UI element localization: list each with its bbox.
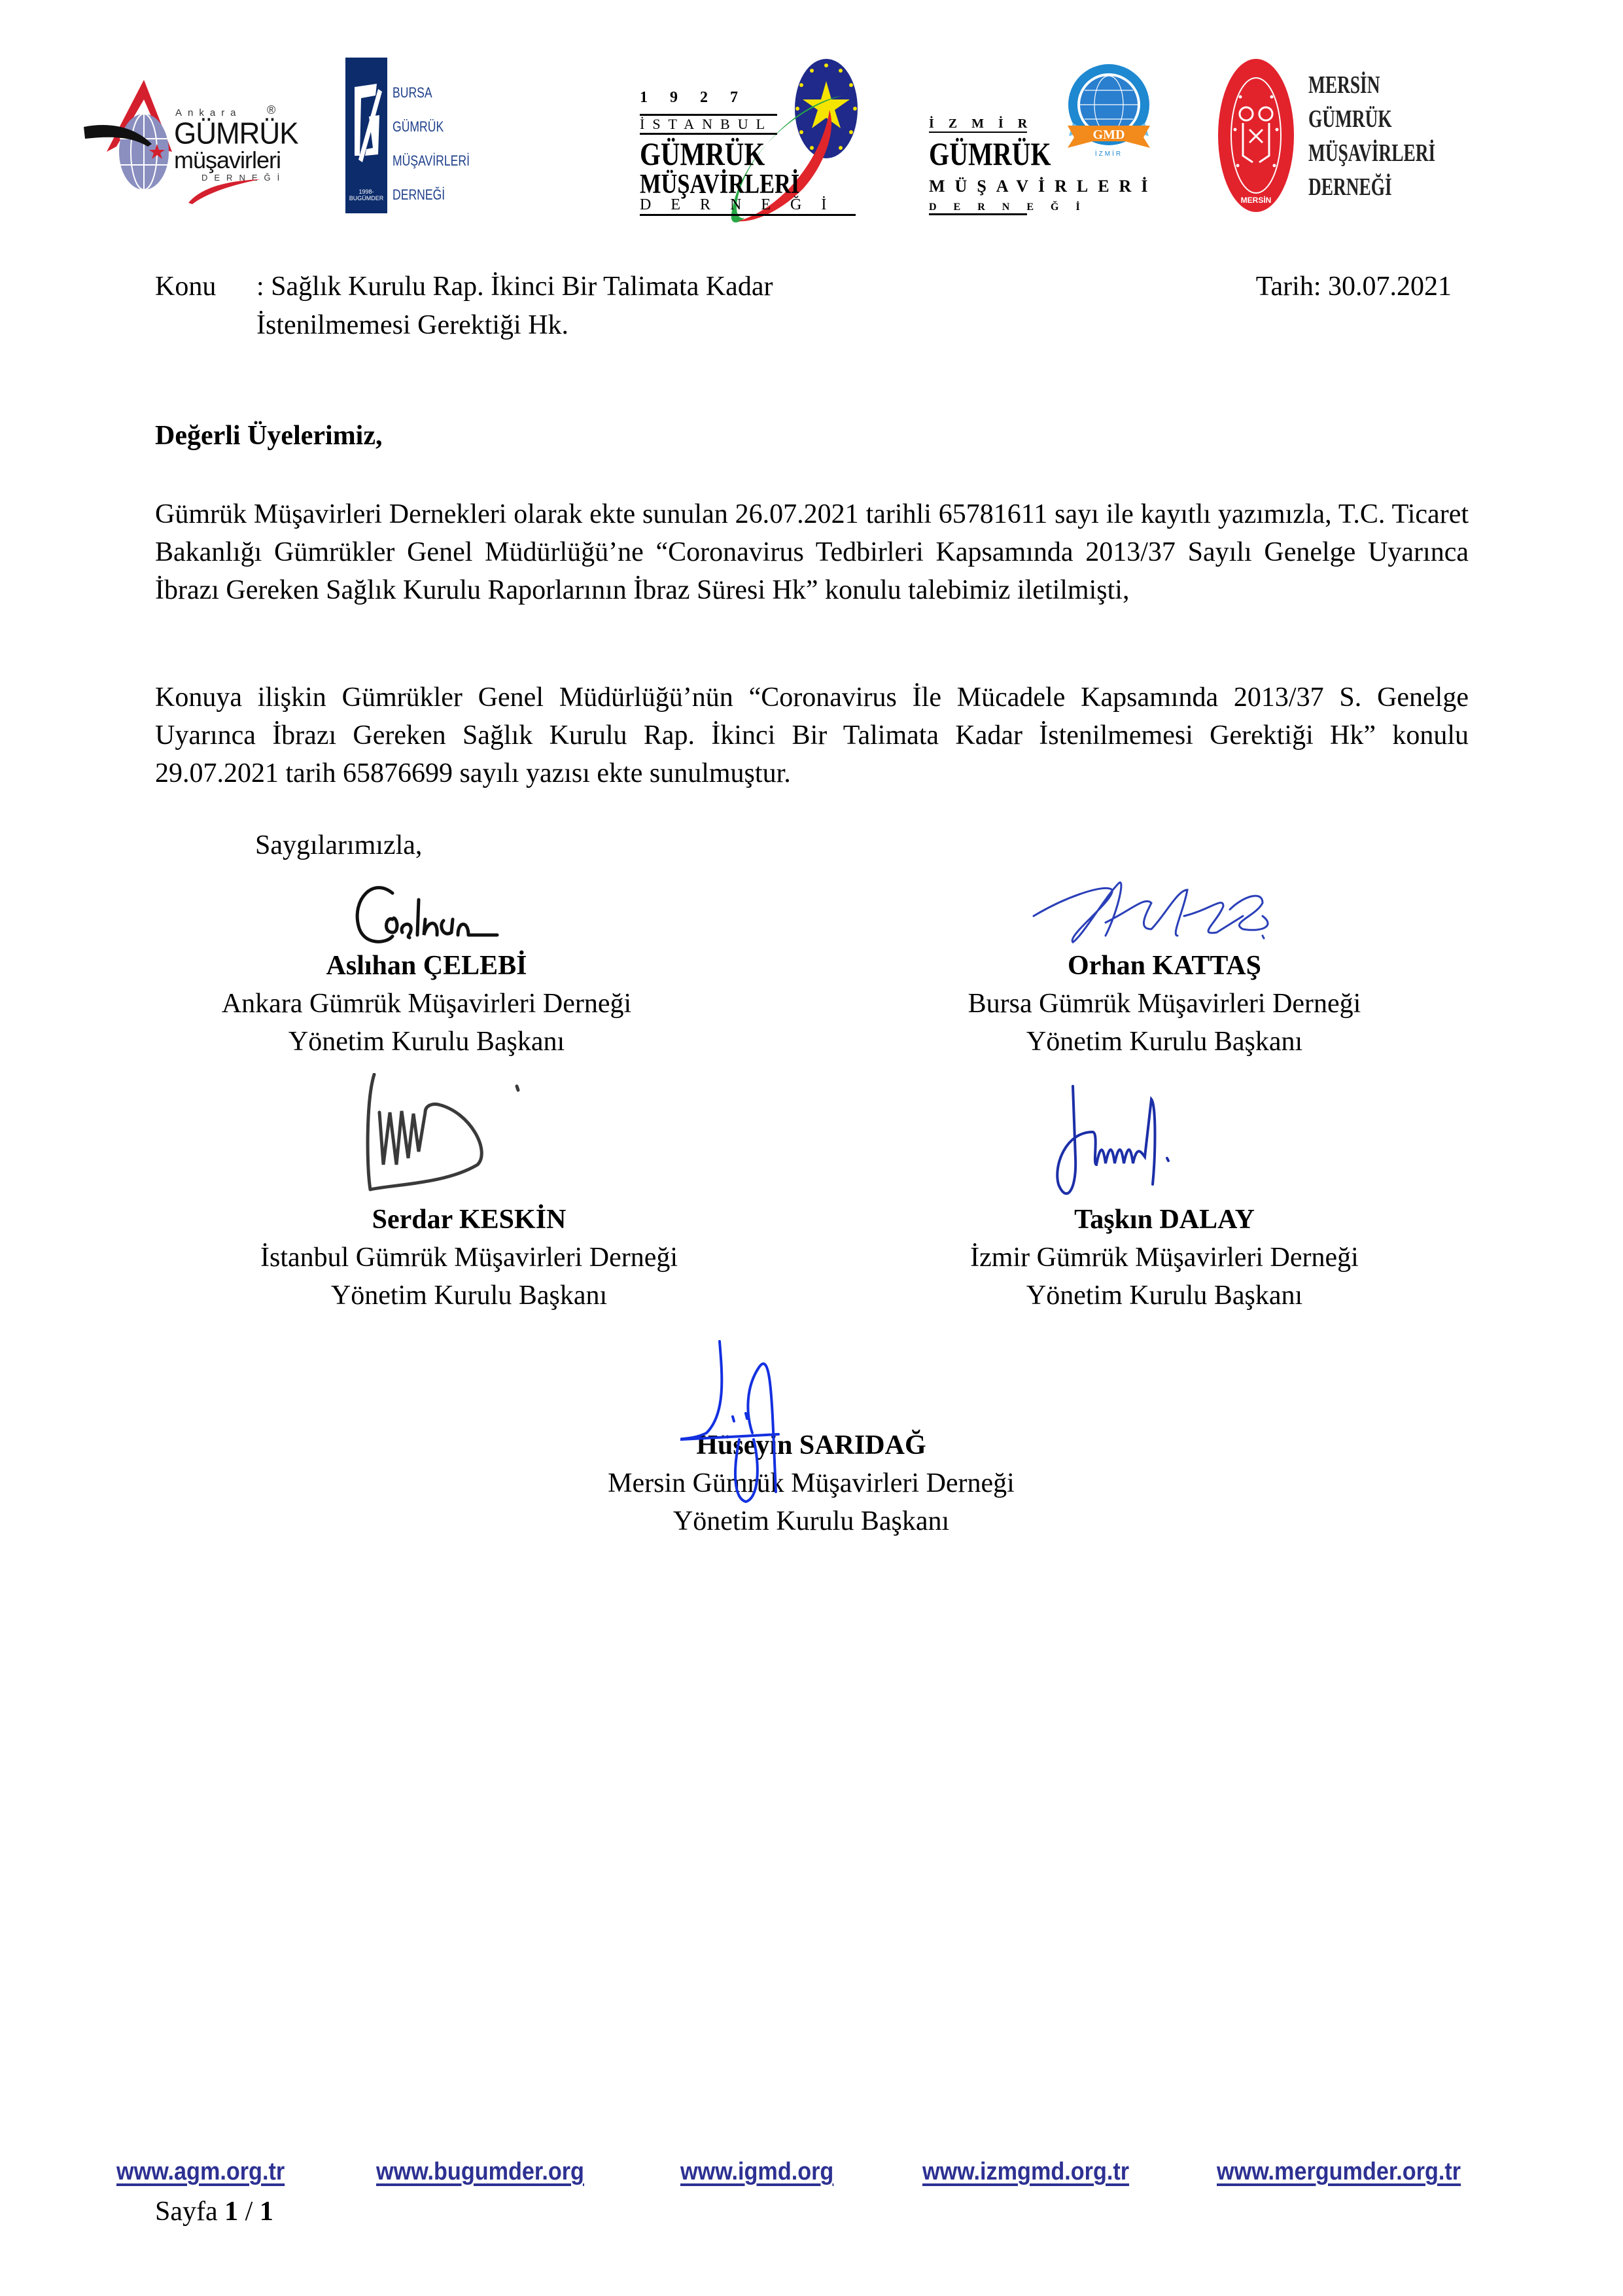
ankara-globe-emblem-icon <box>84 73 175 198</box>
mersin-word: MÜŞAVİRLERİ <box>1308 139 1436 167</box>
signatory-organization: Bursa Gümrük Müşavirleri Derneği <box>968 989 1361 1019</box>
istanbul-line3: DERNEĞİ <box>640 196 856 216</box>
izmir-gmd-badge-icon <box>1066 58 1151 162</box>
signatory-name: Serdar KESKİN <box>372 1205 567 1235</box>
izmir-badge-bottom: İZMİR <box>1094 150 1123 158</box>
logo-izmir-gumruk-musavirleri <box>929 71 1158 221</box>
footer-link-igmd[interactable]: www.igmd.org <box>680 2158 834 2185</box>
bursa-logo-words <box>393 76 470 212</box>
signatory-organization: Mersin Gümrük Müşavirleri Derneği <box>608 1468 1015 1498</box>
istanbul-line2: MÜŞAVİRLERİ <box>640 169 800 200</box>
logo-ankara-line3: DERNEĞİ <box>201 173 287 183</box>
bursa-word: DERNEĞİ <box>393 186 445 203</box>
signatory-block <box>877 1201 1452 1315</box>
signatory-block <box>155 947 698 1061</box>
page-total: 1 <box>259 2197 273 2227</box>
izmir-line2: MÜŞAVİRLERİ <box>929 177 1158 196</box>
signatory-name: Aslıhan ÇELEBİ <box>326 951 527 981</box>
signatory-organization: Ankara Gümrük Müşavirleri Derneği <box>221 989 632 1019</box>
footer-link-mergumder[interactable]: www.mergumder.org.tr <box>1217 2158 1461 2185</box>
logo-ankara-line1: GÜMRÜK <box>174 116 298 151</box>
mersin-logo-words <box>1308 68 1435 204</box>
bursa-panel-text: 1998-BUGÜMDER <box>349 188 384 202</box>
signature-kattas-icon <box>1027 870 1302 949</box>
signatory-name: Taşkın DALAY <box>1074 1205 1255 1235</box>
signatory-title: Yönetim Kurulu Başkanı <box>672 1506 950 1536</box>
signature-celebi-icon <box>347 880 608 952</box>
logo-ankara-line2: müşavirleri <box>174 147 281 173</box>
signatory-title: Yönetim Kurulu Başkanı <box>288 1027 565 1057</box>
footer-link-agm[interactable]: www.agm.org.tr <box>116 2158 285 2185</box>
page-number <box>155 2196 273 2227</box>
signatory-block <box>155 1201 783 1315</box>
signatory-title: Yönetim Kurulu Başkanı <box>1026 1280 1303 1311</box>
body-paragraph-1: Gümrük Müşavirleri Dernekleri olarak ekte sunulan 26.07.2021 tarihli 65781611 sayı ile kayıtlı yazımızla, T.C. Ticaret Bakanlığı Gümrükler Genel Müdürlüğü’ne “Coronavirus Tedbirleri Kapsamında 2013/37 Sayılı Genelge Uyarınca İbrazı Gereken Sağlık Kurulu Raporlarının İbraz Süresi Hk” konulu talebimiz iletilmişti, <box>155 499 1469 605</box>
logo-ankara-city: Ankara <box>175 107 242 118</box>
subject-text-2: İstenilmemesi Gerektiği Hk. <box>256 310 569 340</box>
izmir-city: İZMİR <box>929 116 1027 133</box>
bursa-word: MÜŞAVİRLERİ <box>393 152 470 169</box>
istanbul-line1: GÜMRÜK <box>640 135 765 172</box>
signatory-block <box>877 947 1452 1061</box>
page-label: Sayfa <box>155 2197 218 2227</box>
letter-date: Tarih: 30.07.2021 <box>1255 272 1452 302</box>
footer-link-bugumder[interactable]: www.bugumder.org <box>376 2158 584 2185</box>
logo-bursa-gumruk-musavirleri <box>345 58 542 215</box>
subject-label: Konu <box>155 272 217 302</box>
body-paragraph-2: Konuya ilişkin Gümrükler Genel Müdürlüğü’nün “Coronavirus İle Mücadele Kapsamında 2013/37 S. Genelge Uyarınca İbrazı Gereken Sağlık Kurulu Rap. İkinci Bir Talimata Kadar İstenilmemesi Gerektiği Hk” konulu 29.07.2021 tarih 65876699 sayılı yazısı ekte sunulmuştur. <box>155 682 1469 788</box>
mersin-seal-bottom: MERSİN <box>1240 196 1272 205</box>
logo-istanbul-gumruk-musavirleri <box>633 58 856 215</box>
mersin-word: MERSİN <box>1308 71 1380 99</box>
signatory-name: Hüseyin SARIDAĞ <box>696 1430 926 1460</box>
istanbul-year: 1927 <box>640 89 760 106</box>
signatory-title: Yönetim Kurulu Başkanı <box>330 1280 608 1311</box>
page-separator: / <box>245 2197 253 2227</box>
registered-mark: ® <box>267 103 276 116</box>
bursa-emblem-icon <box>345 58 387 188</box>
mersin-seal-icon <box>1217 58 1295 213</box>
izmir-badge-ribbon: GMD <box>1092 128 1125 142</box>
bursa-word: GÜMRÜK <box>393 118 444 135</box>
izmir-line3: DERNEĞİ <box>929 202 1027 215</box>
page-current: 1 <box>224 2197 239 2227</box>
subject-line <box>155 268 773 306</box>
mersin-word: DERNEĞİ <box>1308 173 1392 201</box>
signatory-organization: İstanbul Gümrük Müşavirleri Derneği <box>260 1243 678 1273</box>
signatory-title: Yönetim Kurulu Başkanı <box>1026 1027 1303 1057</box>
closing: Saygılarımızla, <box>255 830 423 860</box>
bursa-word: BURSA <box>393 84 432 101</box>
subject-text-1: : Sağlık Kurulu Rap. İkinci Bir Talimata Kadar <box>256 272 773 302</box>
signature-saridag-icon <box>680 1335 864 1525</box>
logo-mersin-gumruk-musavirleri <box>1217 58 1478 215</box>
istanbul-city: İSTANBUL <box>640 114 777 135</box>
signatory-organization: İzmir Gümrük Müşavirleri Derneği <box>970 1243 1359 1273</box>
logo-ankara-gumruk-musavirleri <box>84 73 298 198</box>
signature-keskin-icon <box>353 1073 582 1197</box>
signature-dalay-icon <box>1053 1080 1249 1204</box>
mersin-word: GÜMRÜK <box>1308 105 1392 133</box>
ankara-swoosh-icon <box>188 178 267 204</box>
greeting: Değerli Üyelerimiz, <box>155 421 383 451</box>
footer-link-izmgmd[interactable]: www.izmgmd.org.tr <box>922 2158 1130 2185</box>
izmir-line1: GÜMRÜK <box>929 135 1051 172</box>
signatory-name: Orhan KATTAŞ <box>1067 951 1261 981</box>
